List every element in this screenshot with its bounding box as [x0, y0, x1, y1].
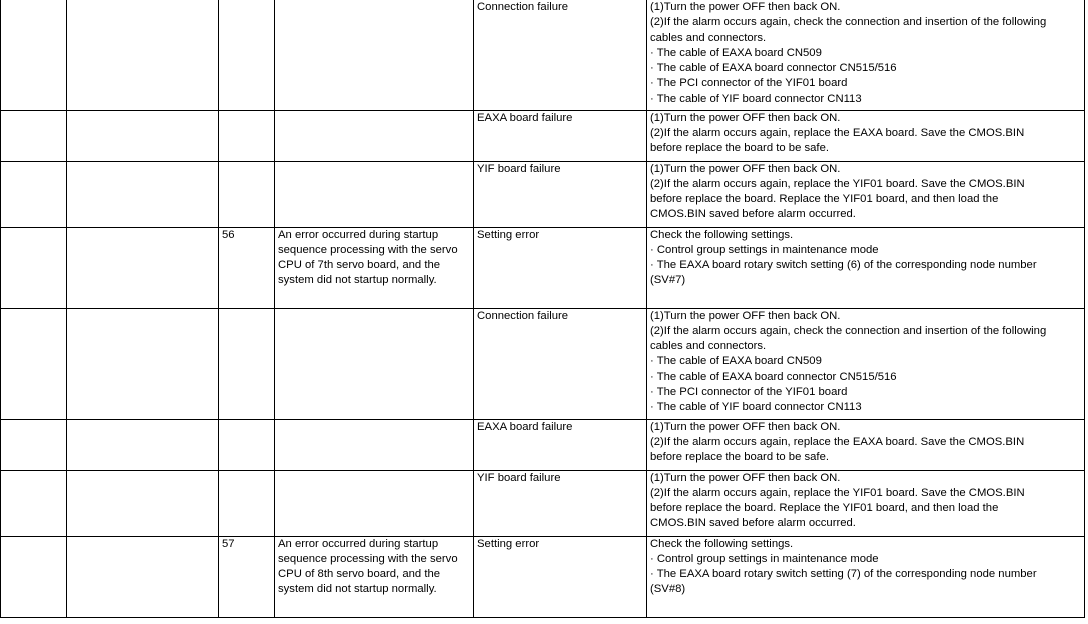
- table-row: [1, 0, 1085, 110]
- cause-cell: YIF board failure: [474, 161, 647, 227]
- alarm-code-cell: [219, 110, 275, 161]
- alarm-code-cell: [219, 0, 275, 110]
- blank-cell: [1, 0, 67, 110]
- remedy-cell: (1)Turn the power OFF then back ON. (2)If the alarm occurs again, replace the YIF01 board. Save the CMOS.BIN before replace the board. Replace the YIF01 board, and then load the CMOS.BIN saved before alarm occurred.: [647, 470, 1085, 536]
- description-cell: An error occurred during startup sequence processing with the servo CPU of 8th servo board, and the system did not startup normally.: [275, 536, 474, 617]
- table-row: [1, 536, 1085, 617]
- table-row: [1, 227, 1085, 308]
- cause-cell: Connection failure: [474, 0, 647, 110]
- description-cell: [275, 419, 474, 470]
- remedy-cell: Check the following settings. · Control group settings in maintenance mode · The EAXA board rotary switch setting (6) of the corresponding node number (SV#7): [647, 227, 1085, 308]
- alarm-table-body: [1, 0, 1085, 617]
- cause-cell: EAXA board failure: [474, 419, 647, 470]
- blank-cell: [67, 161, 219, 227]
- blank-cell: [1, 536, 67, 617]
- alarm-code-cell: 56: [219, 227, 275, 308]
- remedy-cell: (1)Turn the power OFF then back ON. (2)If the alarm occurs again, check the connection and insertion of the following cables and connectors. · The cable of EAXA board CN509 · The cable of EAXA board connector CN515/516 · The PCI connector of the YIF01 board · The cable of YIF board connector CN113: [647, 0, 1085, 110]
- blank-cell: [67, 308, 219, 419]
- cause-cell: Setting error: [474, 227, 647, 308]
- alarm-code-cell: [219, 161, 275, 227]
- remedy-cell: Check the following settings. · Control group settings in maintenance mode · The EAXA board rotary switch setting (7) of the corresponding node number (SV#8): [647, 536, 1085, 617]
- description-cell: [275, 110, 474, 161]
- blank-cell: [1, 161, 67, 227]
- table-row: [1, 110, 1085, 161]
- blank-cell: [1, 227, 67, 308]
- cause-cell: EAXA board failure: [474, 110, 647, 161]
- description-cell: [275, 470, 474, 536]
- remedy-cell: (1)Turn the power OFF then back ON. (2)If the alarm occurs again, check the connection and insertion of the following cables and connectors. · The cable of EAXA board CN509 · The cable of EAXA board connector CN515/516 · The PCI connector of the YIF01 board · The cable of YIF board connector CN113: [647, 308, 1085, 419]
- cause-cell: Connection failure: [474, 308, 647, 419]
- blank-cell: [67, 0, 219, 110]
- description-cell: An error occurred during startup sequence processing with the servo CPU of 7th servo board, and the system did not startup normally.: [275, 227, 474, 308]
- blank-cell: [1, 419, 67, 470]
- remedy-cell: (1)Turn the power OFF then back ON. (2)If the alarm occurs again, replace the YIF01 board. Save the CMOS.BIN before replace the board. Replace the YIF01 board, and then load the CMOS.BIN saved before alarm occurred.: [647, 161, 1085, 227]
- blank-cell: [1, 470, 67, 536]
- blank-cell: [67, 536, 219, 617]
- blank-cell: [67, 227, 219, 308]
- remedy-cell: (1)Turn the power OFF then back ON. (2)If the alarm occurs again, replace the EAXA board. Save the CMOS.BIN before replace the board to be safe.: [647, 110, 1085, 161]
- description-cell: [275, 161, 474, 227]
- table-row: [1, 161, 1085, 227]
- blank-cell: [1, 110, 67, 161]
- cause-cell: Setting error: [474, 536, 647, 617]
- blank-cell: [67, 470, 219, 536]
- remedy-cell: (1)Turn the power OFF then back ON. (2)If the alarm occurs again, replace the EAXA board. Save the CMOS.BIN before replace the board to be safe.: [647, 419, 1085, 470]
- alarm-code-cell: [219, 308, 275, 419]
- description-cell: [275, 308, 474, 419]
- alarm-code-cell: 57: [219, 536, 275, 617]
- table-row: [1, 308, 1085, 419]
- blank-cell: [67, 419, 219, 470]
- table-row: [1, 419, 1085, 470]
- blank-cell: [67, 110, 219, 161]
- alarm-code-cell: [219, 419, 275, 470]
- cause-cell: YIF board failure: [474, 470, 647, 536]
- description-cell: [275, 0, 474, 110]
- alarm-code-cell: [219, 470, 275, 536]
- table-row: [1, 470, 1085, 536]
- blank-cell: [1, 308, 67, 419]
